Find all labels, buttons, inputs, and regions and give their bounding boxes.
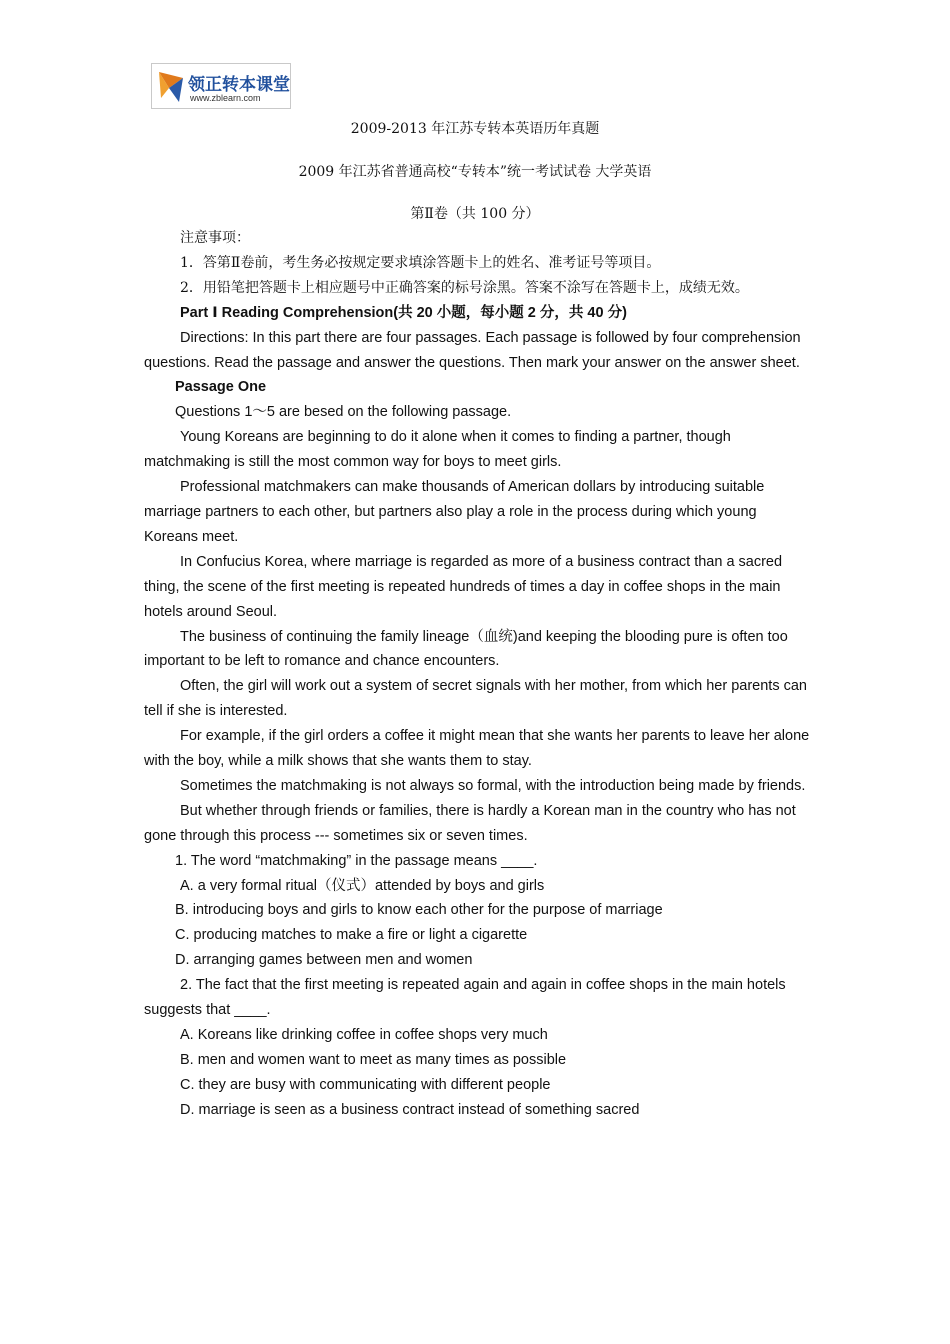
logo-url: www.zblearn.com <box>190 93 261 103</box>
question-1-option-d: D. arranging games between men and women <box>175 952 473 969</box>
question-1-option-a: A. a very formal ritual（仪式）attended by boys and girls <box>180 877 545 894</box>
passage-paragraph: Young Koreans are beginning to do it alone when it comes to finding a partner, though matchmaking is still the most common way for boys to meet girls. <box>144 429 731 471</box>
directions: Directions: In this part there are four passages. Each passage is followed by four comprehension questions. Read the passage and answer the questions. Then mark your answer on the answer sheet. <box>144 329 801 371</box>
questions-intro: Questions 1～5 are besed on the following passage. <box>175 404 512 421</box>
question-2-option-d: D. marriage is seen as a business contract instead of something sacred <box>180 1101 640 1118</box>
question-2-option-b: B. men and women want to meet as many times as possible <box>180 1051 567 1068</box>
document-body <box>144 226 814 1123</box>
notice-heading: 注意事项： <box>180 230 250 246</box>
question-1-option-b: B. introducing boys and girls to know each other for the purpose of marriage <box>175 902 663 919</box>
notice-item-2: 2．用铅笔把答题卡上相应题号中正确答案的标号涂黑。答案不涂写在答题卡上，成绩无效。 <box>180 279 749 296</box>
passage-paragraph: But whether through friends or families, there is hardly a Korean man in the country who has not gone through this process --- sometimes six or seven times. <box>144 802 796 844</box>
question-1-option-c: C. producing matches to make a fire or light a cigarette <box>175 927 528 944</box>
question-1-stem: 1. The word “matchmaking” in the passage means ____. <box>175 852 538 869</box>
question-2-stem-line-1: 2. The fact that the first meeting is repeated again and again in coffee shops in the main hotels <box>180 977 786 994</box>
passage-paragraph: Professional matchmakers can make thousands of American dollars by introducing suitable marriage partners to each other, but partners also play a role in the process during which young Koreans meet. <box>144 479 765 545</box>
paper-title: 第Ⅱ卷（共 100 分） <box>410 206 540 222</box>
notice-item-1: 1．答第Ⅱ卷前，考生务必按规定要求填涂答题卡上的姓名、准考证号等项目。 <box>180 254 661 271</box>
logo-emblem-icon <box>155 68 187 106</box>
logo-brand: 领正转本课堂 <box>188 75 290 95</box>
question-2-stem-line-2: suggests that ____. <box>144 1002 271 1019</box>
logo <box>151 63 291 109</box>
passage-paragraph: In Confucius Korea, where marriage is regarded as more of a business contract than a sacred thing, the scene of the first meeting is repeated hundreds of times a day in coffee shops in the main hotels around Seoul. <box>144 553 783 620</box>
passage-paragraph: Sometimes the matchmaking is not always so formal, with the introduction being made by friends. <box>180 777 806 794</box>
passage-title: Passage One <box>175 379 267 396</box>
passage-paragraph: For example, if the girl orders a coffee it might mean that she wants her parents to leave her alone with the boy, while a milk shows that she wants them to stay. <box>144 728 810 770</box>
question-2-option-a: A. Koreans like drinking coffee in coffee shops very much <box>180 1027 548 1043</box>
passage-paragraph: The business of continuing the family lineage（血统)and keeping the blooding pure is often too important to be left to romance and chance encounters. <box>144 628 788 670</box>
part-heading: Part Ⅰ Reading Comprehension(共 20 小题，每小题 2 分，共 40 分) <box>180 304 627 321</box>
passage-paragraph: Often, the girl will work out a system of secret signals with her mother, from which her parents can tell if she is interested. <box>144 678 807 720</box>
exam-subtitle: 2009 年江苏省普通高校“专转本”统一考试试卷 大学英语 <box>298 164 652 180</box>
question-2-option-c: C. they are busy with communicating with different people <box>180 1076 551 1093</box>
document-title: 2009-2013 年江苏专转本英语历年真题 <box>350 121 600 137</box>
